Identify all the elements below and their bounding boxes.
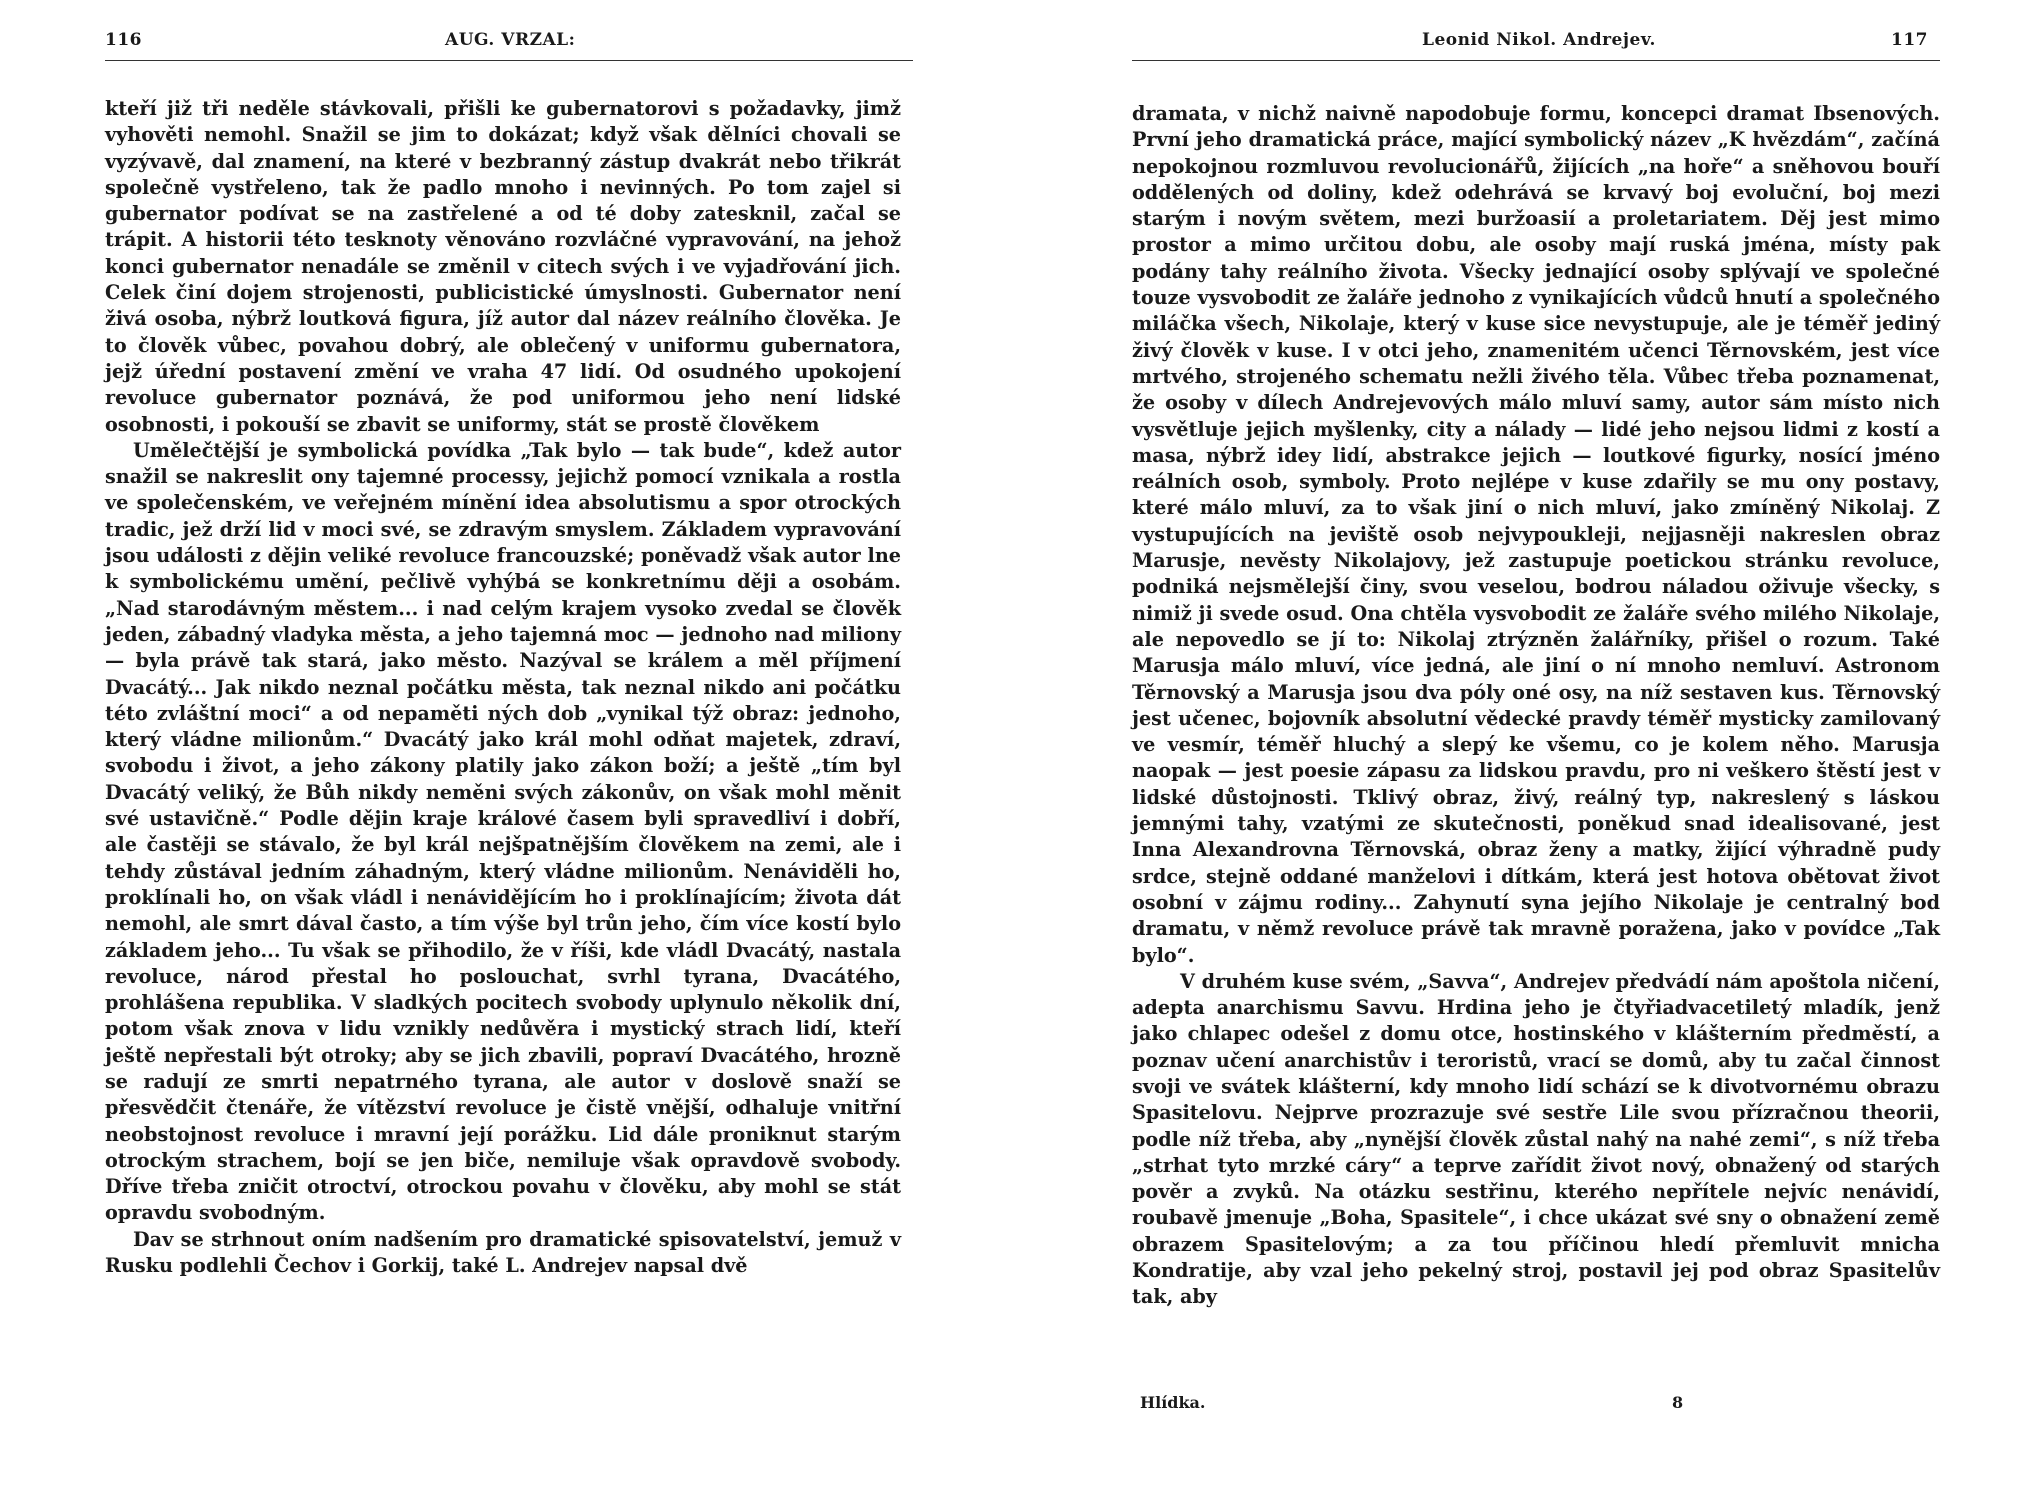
paragraph: kteří již tři neděle stávkovali, přišli ke gubernatorovi s požadavky, jimž vyhověti nemohl. Snažil se jim to dokázat; když však dělníci chovali se vyzývavě, dal znamení, na které v bezbranný zástup dvakrát nebo třikrát společně vystřeleno, tak že padlo mnoho i nevinných. Po tom zajel si gubernator podívat se na zastřelené a od té doby zatesknil, začal se trápit. A historii této tesknoty věnováno rozvláčné vypravování, na jehož konci gubernator nenadále se změnil v citech svých i ve vyjadřování jich. Celek činí dojem strojenosti, publicistické úmyslnosti. Gubernator není živá osoba, nýbrž loutková figura, jíž autor dal název reálního člověka. Je to člověk vůbec, povahou dobrý, ale oblečený v uniformu gubernatora, jejž úřední postavení změní ve vraha 47 lidí. Od osudného upokojení revoluce gubernator poznává, že pod uniformou jeho není lidské osobnosti, i pokouší se zbavit se uniformy, stát se prostě člověkem — [105, 97, 901, 436]
header-rule-right — [1132, 60, 1940, 61]
right-page — [1132, 0, 1940, 1500]
signature-mark-right: 8 — [1672, 1393, 1684, 1412]
page-number-right: 117 — [1891, 30, 1928, 50]
page-number-left: 116 — [105, 30, 142, 50]
running-head-right — [1132, 26, 1940, 54]
body-text-right — [1132, 101, 1940, 1311]
signature-mark-left: Hlídka. — [1140, 1393, 1206, 1412]
left-page — [105, 0, 913, 1500]
paragraph: V druhém kuse svém, „Savva“, Andrejev předvádí nám apoštola ničení, adepta anarchismu Savvu. Hrdina jeho je čtyřiadvacetiletý mladík, jenž jako chlapec odešel z domu otce, hostinského v klášterním předměstí, a poznav učení anarchistův i teroristů, vrací se domů, aby tu začal činnost svoji ve svátek klášterní, kdy mnoho lidí schází se k divotvornému obrazu Spasitelovu. Nejprve prozrazuje své sestře Lile svou přízračnou theorii, podle níž třeba, aby „nynější člověk zůstal nahý na nahé zemi“, s níž třeba „strhat tyto mrzké cáry“ a teprve zařídit život nový, obnažený od starých pověr a zvyků. Na otázku sestřinu, kterého nepřítele nejvíc nenávidí, roubavě jmenuje „Boha, Spasitele“, i chce ukázat své sny o obnažení země obrazem Spasitelovým; a za tou příčinou hledí přemluvit mnicha Kondratije, aby vzal jeho pekelný stroj, postavil jej pod obraz Spasitelův tak, aby — [1132, 969, 1940, 1309]
paragraph: Umělečtější je symbolická povídka „Tak bylo — tak bude“, kdež autor snažil se nakreslit ony tajemné processy, jejichž pomocí vznikala a rostla ve společenském, ve veřejném mínění idea absolutismu a spor otrockých tradic, jež drží lid v moci své, se zdravým smyslem. Základem vypravování jsou události z dějin veliké revoluce francouzské; poněvadž však autor lne k symbolickému umění, pečlivě vyhýbá se konkretnímu ději a osobám. „Nad starodávným městem... i nad celým krajem vysoko zvedal se člověk jeden, zábadný vladyka města, a jeho tajemná moc — jednoho nad miliony — byla právě tak stará, jako město. Nazýval se králem a měl příjmení Dvacátý... Jak nikdo neznal počátku města, tak neznal nikdo ani počátku této zvláštní moci“ a od nepaměti ných dob „vynikal týž obraz: jednoho, který vládne milionům.“ Dvacátý jako král mohl odňat majetek, zdraví, svobodu i život, a jeho zákony platily jako zákon boží; a ještě „tím byl Dvacátý veliký, že Bůh nikdy neměni svých zákonův, on však mohl měnit své ustavičně.“ Podle dějin kraje králové časem byli spravedliví i dobří, ale častěji se stávalo, že byl král nejšpatnějším člověkem na zemi, ale i tehdy zůstával jedním záhadným, který vládne milionům. Nenáviděli ho, proklínali ho, on však vládl i nenávidějícím ho i proklínajícím; života dát nemohl, ale smrt dával často, a tím výše byl trůn jeho, čím více kostí bylo základem jeho... Tu však se přihodilo, že v říši, kde vládl Dvacátý, nastala revoluce, národ přestal ho poslouchat, svrhl tyrana, Dvacátého, prohlášena republika. V sladkých pocitech svobody uplynulo několik dní, potom však znova v lidu vznikly nedůvěra i mystický strach lidí, kteří ještě nepřestali být otroky; aby se jich zbavili, popraví Dvacátého, hrozně se radují ze smrti nepatrného tyrana, ale autor v doslově snaží se přesvědčit čtenáře, že vítězství revoluce je čistě vnější, odhaluje vnitřní neobstojnost revoluce i mravní její porážku. Lid dále proniknut starým otrockým strachem, bojí se jen biče, nemiluje však opravdově svobody. Dříve třeba zničit otroctví, otrockou povahu v člověku, aby mohl se stát opravdu svobodným. — [105, 438, 901, 1225]
header-rule-left — [105, 60, 913, 61]
body-text-left — [105, 96, 901, 1279]
paragraph: dramata, v nichž naivně napodobuje formu, koncepci dramat Ibsenových. První jeho dramatická práce, mající symbolický název „K hvězdám“, začíná nepokojnou rozmluvou revolucionářů, žijících „na hoře“ a sněhovou bouří oddělených od doliny, kdež odehrává se krvavý boj evoluční, boj mezi starým i novým světem, mezi buržoasií a proletariatem. Děj jest mimo prostor a mimo určitou dobu, ale osoby mají ruská jména, místy pak podány tahy reálního života. Všecky jednající osoby splývají ve společné touze vysvobodit ze žaláře jednoho z vynikajících vůdců hnutí a společného miláčka všech, Nikolaje, který v kuse sice nevystupuje, ale je téměř jediný živý člověk v kuse. I v otci jeho, znamenitém učenci Těrnovském, jest více mrtvého, strojeného schematu nežli živého těla. Vůbec třeba poznamenat, že osoby v dílech Andrejevových málo mluví samy, autor sám místo nich vysvětluje jejich myšlenky, city a nálady — lidé jeho nejsou lidmi z kostí a masa, nýbrž idey lidí, abstrakce jejich — loutkové figurky, nosící jméno reálních osob, symboly. Proto nejlépe v kuse zdařily se mu ony postavy, které málo mluví, za to však jiní o nich mluví, jako zmíněný Nikolaj. Z vystupujících na jeviště osob nejvypoukleji, nejjasněji nakreslen obraz Marusje, nevěsty Nikolajovy, jež zastupuje poetickou stránku revoluce, podniká nejsmělejší činy, svou veselou, bodrou náladou oživuje všecky, s nimiž ji svede osud. Ona chtěla vysvobodit ze žaláře svého milého Nikolaje, ale nepovedlo se jí to: Nikolaj ztrýzněn žalářníky, přišel o rozum. Také Marusja málo mluví, více jedná, ale jiní o ní mnoho nemluví. Astronom Těrnovský a Marusja jsou dva póly oné osy, na níž sestaven kus. Těrnovský jest učenec, bojovník absolutní vědecké pravdy téměř mysticky zamilovaný ve vesmír, téměř hluchý a slepý ke všemu, co je kolem něho. Marusja naopak — jest poesie zápasu za lidskou pravdu, pro ni veškero štěstí jest v lidské důstojnosti. Tklivý obraz, živý, reálný typ, nakreslený s láskou jemnými tahy, vzatými ze skutečnosti, poněkud snad idealisované, jest Inna Alexandrovna Těrnovská, obraz ženy a matky, žijící výhradně pudy srdce, stejně oddané manželovi i dítkám, která jest hotova obětovat život osobní v zájmu rodiny... Zahynutí syna jejího Nikolaje je centralný bod dramatu, v němž revoluce právě tak mravně poražena, jako v povídce „Tak bylo“. — [1132, 102, 1940, 967]
running-head-title-left: AUG. VRZAL: — [445, 30, 576, 50]
running-head-left — [105, 26, 913, 54]
paragraph: Dav se strhnout oním nadšením pro dramatické spisovatelství, jemuž v Rusku podlehli Čechov i Gorkij, také L. Andrejev napsal dvě — [105, 1227, 901, 1278]
running-head-title-right: Leonid Nikol. Andrejev. — [1422, 30, 1656, 50]
